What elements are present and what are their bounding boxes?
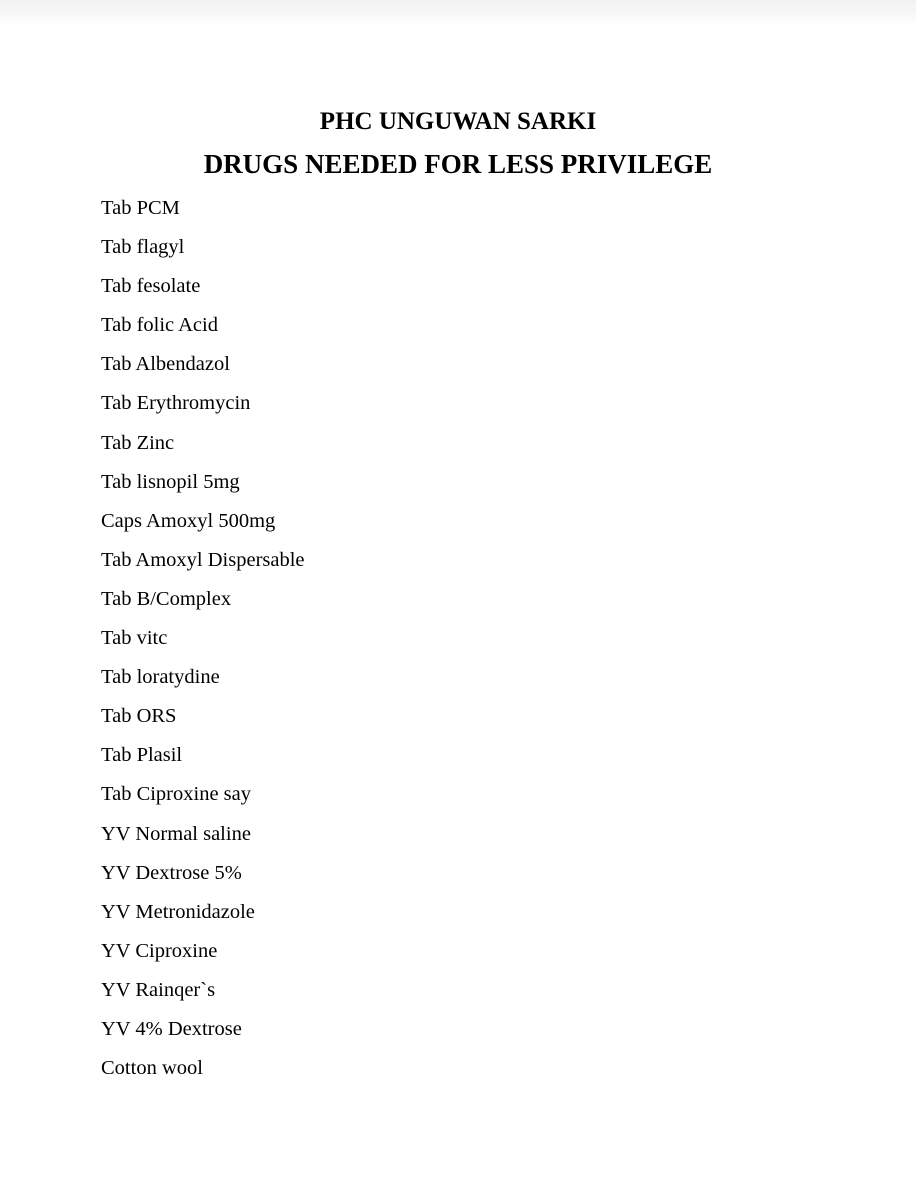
list-item: Tab ORS	[101, 705, 177, 728]
list-item: YV 4% Dextrose	[101, 1017, 242, 1040]
list-item: YV Normal saline	[101, 822, 251, 845]
list-item: Cotton wool	[101, 1057, 203, 1080]
list-item: Tab Erythromycin	[101, 392, 251, 415]
list-item: Tab folic Acid	[101, 314, 218, 337]
list-item: Tab Amoxyl Dispersable	[101, 548, 305, 571]
list-item: YV Dextrose 5%	[101, 861, 242, 884]
list-item: YV Ciproxine	[101, 939, 218, 962]
list-item: Tab Ciproxine say	[101, 783, 252, 806]
list-item: Tab B/Complex	[101, 587, 232, 610]
list-item: Caps Amoxyl 500mg	[101, 509, 276, 532]
list-item: Tab Albendazol	[101, 353, 230, 376]
list-item: Tab PCM	[101, 197, 180, 219]
list-item: Tab loratydine	[101, 666, 220, 689]
list-item: YV Metronidazole	[101, 900, 255, 923]
list-item: Tab Zinc	[101, 431, 175, 454]
document-subtitle: DRUGS NEEDED FOR LESS PRIVILEGE	[203, 149, 713, 179]
document-title: PHC UNGUWAN SARKI	[319, 108, 597, 135]
page-top-shadow	[0, 0, 916, 26]
drug-list	[101, 196, 305, 1095]
list-item: Tab flagyl	[101, 236, 185, 259]
list-item: YV Rainqer`s	[101, 978, 216, 1001]
list-item: Tab lisnopil 5mg	[101, 470, 240, 493]
list-item: Tab fesolate	[101, 275, 201, 298]
list-item: Tab vitc	[101, 627, 168, 650]
list-item: Tab Plasil	[101, 744, 183, 767]
